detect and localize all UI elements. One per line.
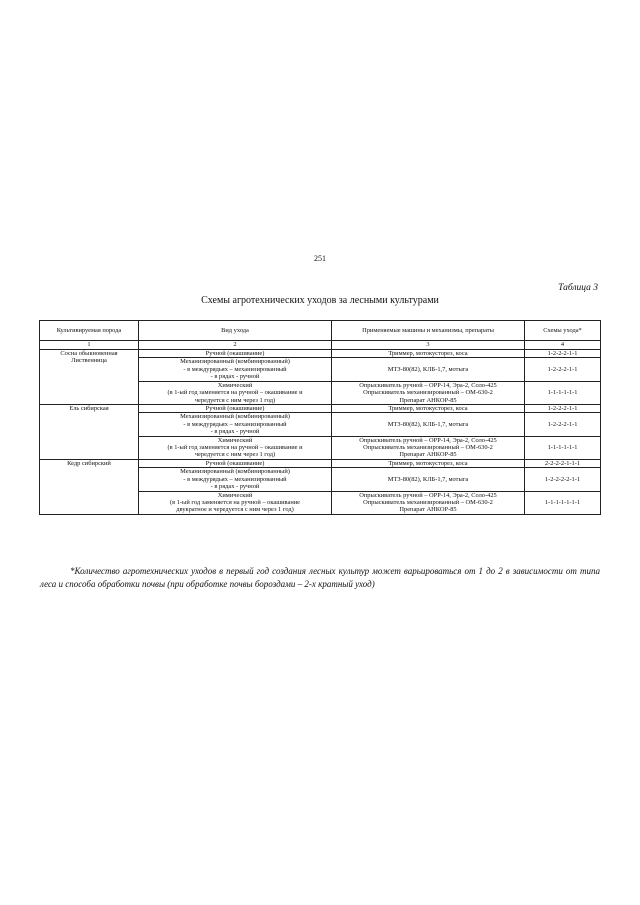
care-type-cell	[139, 459, 332, 467]
page-number: 251	[314, 254, 326, 263]
care-type-cell	[139, 358, 332, 381]
cell-line: Препарат АНКОР-85	[399, 396, 457, 404]
cell-line: Механизированный (комбинированный)	[180, 468, 290, 476]
cell-line: МТЗ-80(82), КЛБ-1,7, мотыга	[387, 420, 469, 428]
machines-cell	[332, 413, 525, 436]
cell-line: Химический	[217, 491, 253, 499]
header-care-type: Вид ухода	[139, 321, 332, 341]
machines-cell	[332, 491, 525, 514]
cell-line: Ручной (окашивание)	[205, 459, 265, 467]
cell-line: Опрыскиватель механизированный – ОМ-630-2	[363, 444, 493, 452]
column-number: 3	[332, 341, 525, 350]
cell-line: чередуется с ним через 1 год)	[194, 396, 276, 404]
cell-line: Лиственница	[71, 357, 107, 365]
scheme-cell: 1-2-2-2-2-1-1	[525, 468, 601, 491]
cell-line: Механизированный (комбинированный)	[180, 413, 290, 421]
footnote: *Количество агротехнических уходов в первый год создания лесных культур может варьироваться от 1 до 2 в зависимости от типа леса и способа обработки почвы (при обработке почвы бороздами – 2-х кратный уход)	[40, 566, 600, 589]
cell-line: Препарат АНКОР-85	[399, 506, 457, 514]
cell-line: Кедр сибирский	[67, 459, 111, 467]
machines-cell	[332, 358, 525, 381]
header-breed: Культивируемая порода	[40, 321, 139, 341]
scheme-cell: 1-2-2-2-1-1	[525, 350, 601, 358]
cell-line: - в рядах - ручной	[210, 428, 260, 436]
cell-line: Опрыскиватель механизированный – ОМ-630-2	[363, 499, 493, 507]
cell-line: Триммер, мотокусторез, коса	[388, 459, 468, 467]
cell-line: Ель сибирская	[69, 404, 109, 412]
table-row	[40, 459, 601, 467]
machines-cell	[332, 381, 525, 404]
column-number: 1	[40, 341, 139, 350]
header-scheme: Схемы ухода*	[525, 321, 601, 341]
care-type-cell	[139, 413, 332, 436]
cell-line: Опрыскиватель ручной – ОРР-14, Эра-2, Соло-425	[359, 381, 497, 389]
scheme-cell: 1-2-2-2-1-1	[525, 358, 601, 381]
column-number: 2	[139, 341, 332, 350]
table-header-row	[40, 321, 601, 341]
breed-cell	[40, 350, 139, 405]
scheme-cell: 2-2-2-2-1-1-1	[525, 459, 601, 467]
care-type-cell	[139, 468, 332, 491]
cell-line: Химический	[217, 381, 253, 389]
care-type-cell	[139, 350, 332, 358]
table-title: Схемы агротехнических уходов за лесными культурами	[201, 295, 439, 306]
column-number: 4	[525, 341, 601, 350]
cell-line: Триммер, мотокусторез, коса	[388, 350, 468, 357]
column-number-row	[40, 341, 601, 350]
agrotechnical-care-table	[39, 320, 601, 515]
scheme-cell: 1-2-2-2-1-1	[525, 413, 601, 436]
cell-line: Ручной (окашивание)	[205, 350, 265, 357]
breed-cell	[40, 459, 139, 514]
cell-line: - в междурядьях – механизированный	[183, 365, 287, 373]
header-machines: Применяемые машины и механизмы, препараты	[332, 321, 525, 341]
cell-line: Препарат АНКОР-85	[399, 451, 457, 459]
table-row	[40, 404, 601, 412]
cell-line: Химический	[217, 436, 253, 444]
machines-cell	[332, 350, 525, 358]
care-type-cell	[139, 404, 332, 412]
cell-line: (в 1-ый год заменяется на ручной – окашивание и	[167, 444, 303, 452]
scheme-cell: 1-1-1-1-1-1	[525, 436, 601, 459]
care-type-cell	[139, 436, 332, 459]
breed-cell	[40, 404, 139, 459]
cell-line: - в междурядьях – механизированный	[183, 420, 287, 428]
scheme-cell: 1-2-2-2-1-1	[525, 404, 601, 412]
machines-cell	[332, 404, 525, 412]
table-row	[40, 350, 601, 358]
cell-line: Сосна обыкновенная	[60, 350, 118, 357]
cell-line: МТЗ-80(82), КЛБ-1,7, мотыга	[387, 475, 469, 483]
cell-line: - в междурядьях – механизированный	[183, 475, 287, 483]
cell-line: Триммер, мотокусторез, коса	[388, 404, 468, 412]
cell-line: Опрыскиватель ручной – ОРР-14, Эра-2, Соло-425	[359, 436, 497, 444]
cell-line: - в рядах - ручной	[210, 483, 260, 491]
machines-cell	[332, 459, 525, 467]
machines-cell	[332, 468, 525, 491]
table-label: Таблица 3	[558, 283, 598, 293]
cell-line: чередуется с ним через 1 год)	[194, 451, 276, 459]
scheme-cell: 1-1-1-1-1-1	[525, 381, 601, 404]
cell-line: Механизированный (комбинированный)	[180, 358, 290, 366]
cell-line: Опрыскиватель механизированный – ОМ-630-2	[363, 389, 493, 397]
cell-line: Ручной (окашивание)	[205, 404, 265, 412]
cell-line: (в 1-ый год заменяется на ручной – окашивание	[169, 499, 300, 507]
care-type-cell	[139, 491, 332, 514]
scheme-cell: 1-1-1-1-1-1-1	[525, 491, 601, 514]
cell-line: двукратное и чередуется с ним через 1 год)	[176, 506, 294, 514]
cell-line: (в 1-ый год заменяется на ручной – окашивание и	[167, 389, 303, 397]
cell-line: - в рядах - ручной	[210, 373, 260, 381]
machines-cell	[332, 436, 525, 459]
cell-line: Опрыскиватель ручной – ОРР-14, Эра-2, Соло-425	[359, 491, 497, 499]
care-type-cell	[139, 381, 332, 404]
cell-line: МТЗ-80(82), КЛБ-1,7, мотыга	[387, 365, 469, 373]
